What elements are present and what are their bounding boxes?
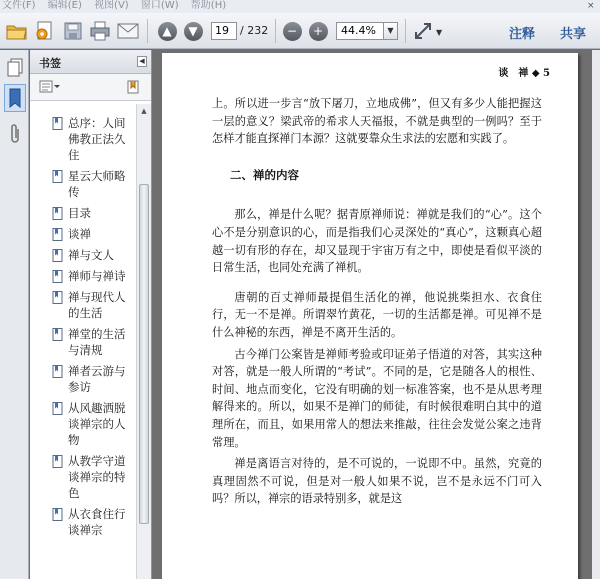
- create-pdf-icon: [34, 20, 56, 42]
- bookmark-icon: [8, 88, 22, 108]
- menu-help[interactable]: 帮助(H): [190, 0, 227, 11]
- bookmarks-toolbar: [30, 74, 151, 101]
- fit-page-button[interactable]: [411, 19, 435, 43]
- paperclip-icon: [8, 123, 22, 145]
- bookmark-options-button[interactable]: [39, 80, 61, 94]
- print-button[interactable]: [88, 19, 112, 43]
- chevron-down-icon: ▼: [387, 26, 394, 35]
- bookmark-item-icon: [52, 170, 64, 184]
- bookmark-item-label: 从风趣洒脱谈禅宗的人物: [68, 401, 126, 447]
- bookmark-item[interactable]: [30, 266, 136, 287]
- bookmark-item-icon: [52, 291, 64, 305]
- open-button[interactable]: [5, 19, 29, 43]
- next-page-icon: ▼: [184, 22, 203, 41]
- email-button[interactable]: [116, 19, 140, 43]
- page-body: [212, 95, 542, 508]
- bookmark-item-label: 禅与文人: [68, 248, 114, 262]
- expand-bookmark-icon: [125, 79, 141, 95]
- bookmark-item[interactable]: [30, 361, 136, 398]
- options-icon: [39, 80, 61, 94]
- bookmark-item-icon: [52, 455, 64, 469]
- bookmark-item[interactable]: [30, 504, 136, 541]
- toolbar: [0, 13, 600, 49]
- document-viewport: [152, 50, 600, 579]
- zoom-out-button[interactable]: [280, 19, 304, 43]
- bookmark-item[interactable]: [30, 245, 136, 266]
- bookmark-item-label: 总序：人间佛教正法久住: [68, 116, 126, 162]
- bookmark-item-icon: [52, 228, 64, 242]
- bookmark-item-label: 目录: [68, 206, 91, 220]
- bookmark-item-icon: [52, 249, 64, 263]
- zoom-level-input[interactable]: 44.4%: [336, 22, 384, 40]
- paragraph: 古今禅门公案皆是禅师考验或印证弟子悟道的对答，其实这种对答，就是一般人所谓的“考试”。不同的是，它是随各人的根性、时间、地点而变化，它没有明确的划一标准答案，也不是从思考理解得来的。所以，如果不是禅门的师徒，有时候很难明白其中的道理所在，而且，如果用常人的想法来推敲，往往会发觉公案之违背常理。: [212, 347, 542, 449]
- bookmark-item-label: 谈禅: [68, 227, 91, 241]
- document-scrollbar[interactable]: [592, 50, 600, 579]
- paragraph: 唐朝的百丈禅师最提倡生活化的禅，他说挑柴担水、衣食住行，无一不是禅。所谓翠竹黄花，一切的生活都是禅。可见禅不是什么神秘的东西，禅是不离开生活的。: [212, 290, 542, 339]
- scroll-up-arrow[interactable]: ▲: [141, 107, 147, 115]
- zoom-dropdown-button[interactable]: [384, 22, 398, 40]
- collapse-panel-button[interactable]: [137, 56, 147, 67]
- print-icon: [89, 21, 111, 41]
- zoom-out-icon: −: [283, 22, 302, 41]
- open-folder-icon: [6, 21, 28, 41]
- bookmark-scrollbar[interactable]: [136, 104, 151, 579]
- scrollbar-thumb[interactable]: [139, 184, 149, 524]
- menu-view[interactable]: 视图(V): [94, 0, 129, 11]
- menu-bar: [0, 0, 600, 13]
- bookmark-item-label: 禅者云游与参访: [68, 364, 126, 394]
- bookmarks-panel-button[interactable]: [4, 84, 26, 112]
- menu-file[interactable]: 文件(F): [2, 0, 36, 11]
- bookmark-item-label: 星云大师略传: [68, 169, 126, 199]
- paragraph: 上。所以进一步言“放下屠刀，立地成佛”，但又有多少人能把握这一层的意义？梁武帝的希求人天福报，不就是典型的一例吗？至于怎样才能直探禅门本源？这就要靠众生求法的宏愿和实践了。: [212, 97, 542, 146]
- pages-icon: [6, 58, 24, 78]
- bookmark-item-icon: [52, 117, 64, 131]
- bookmark-item-label: 禅师与禅诗: [68, 269, 126, 283]
- bookmark-item[interactable]: [30, 224, 136, 245]
- save-button[interactable]: [61, 19, 85, 43]
- bookmark-item-label: 禅与现代人的生活: [68, 290, 126, 320]
- bookmark-item[interactable]: [30, 398, 136, 451]
- bookmark-item-icon: [52, 207, 64, 221]
- bookmark-item[interactable]: [30, 287, 136, 324]
- page-number-input[interactable]: 19: [211, 22, 237, 40]
- expand-bookmark-button[interactable]: [125, 79, 141, 98]
- bookmark-item[interactable]: [30, 451, 136, 504]
- zoom-in-button[interactable]: [306, 19, 330, 43]
- bookmark-list: [30, 104, 136, 579]
- navigation-strip: [0, 50, 29, 579]
- paragraph: 那么，禅是什么呢？据青原禅师说：禅就是我们的“心”。这个心不是分别意识的心，而是指我们心灵深处的“真心”，这颗真心超越一切有形的存在，却又显现于宇宙万有之中，即使是看似平淡的日常生活，也同处充满了禅机。: [212, 208, 542, 275]
- paragraph: 禅是离语言对待的，是不可说的，一说即不中。虽然，究竟的真理固然不可说，但是对一般人如果不说，岂不是永远不门可入吗？所以，禅宗的语录特别多，就是这: [212, 457, 542, 506]
- next-page-button[interactable]: [181, 19, 205, 43]
- bookmarks-panel-header: [30, 50, 151, 74]
- bookmark-item-label: 禅堂的生活与清规: [68, 327, 126, 357]
- menu-window[interactable]: 窗口(W): [140, 0, 179, 11]
- zoom-in-icon: +: [309, 22, 328, 41]
- bookmark-item-icon: [52, 508, 64, 522]
- section-heading: 二、禅的内容: [230, 167, 299, 182]
- fit-page-icon: [413, 21, 433, 41]
- email-icon: [117, 23, 139, 39]
- chevron-left-icon: ◀: [139, 57, 145, 65]
- bookmark-item-icon: [52, 328, 64, 342]
- create-pdf-button[interactable]: [33, 19, 57, 43]
- fit-options-dropdown[interactable]: ▼: [436, 28, 443, 37]
- save-icon: [63, 21, 83, 41]
- page-total: / 232: [240, 24, 269, 37]
- bookmark-item[interactable]: [30, 324, 136, 361]
- bookmark-item-icon: [52, 270, 64, 284]
- running-head: 谈 禅 ◆ 5: [498, 68, 550, 79]
- prev-page-button[interactable]: [155, 19, 179, 43]
- attachments-panel-button[interactable]: [4, 120, 26, 148]
- document-page: [162, 53, 578, 579]
- bookmarks-panel-title: 书签: [39, 57, 61, 70]
- comment-button[interactable]: 注释: [509, 27, 536, 42]
- bookmark-item-icon: [52, 365, 64, 379]
- bookmarks-panel: [30, 50, 152, 579]
- menu-edit[interactable]: 编辑(E): [47, 0, 82, 11]
- pages-panel-button[interactable]: [4, 54, 26, 82]
- close-window-button[interactable]: [587, 1, 595, 11]
- bookmark-scrolled-item: [30, 104, 136, 113]
- bookmark-item[interactable]: [30, 113, 136, 166]
- bookmark-item-label: 从教学守道谈禅宗的特色: [68, 454, 126, 500]
- bookmark-item[interactable]: [30, 166, 136, 203]
- bookmark-item[interactable]: [30, 203, 136, 224]
- bookmark-item-icon: [52, 402, 64, 416]
- share-button[interactable]: 共享: [560, 27, 587, 42]
- bookmark-item-label: 从衣食住行谈禅宗: [68, 507, 126, 537]
- prev-page-icon: ▲: [158, 22, 177, 41]
- close-icon: ×: [587, 1, 595, 11]
